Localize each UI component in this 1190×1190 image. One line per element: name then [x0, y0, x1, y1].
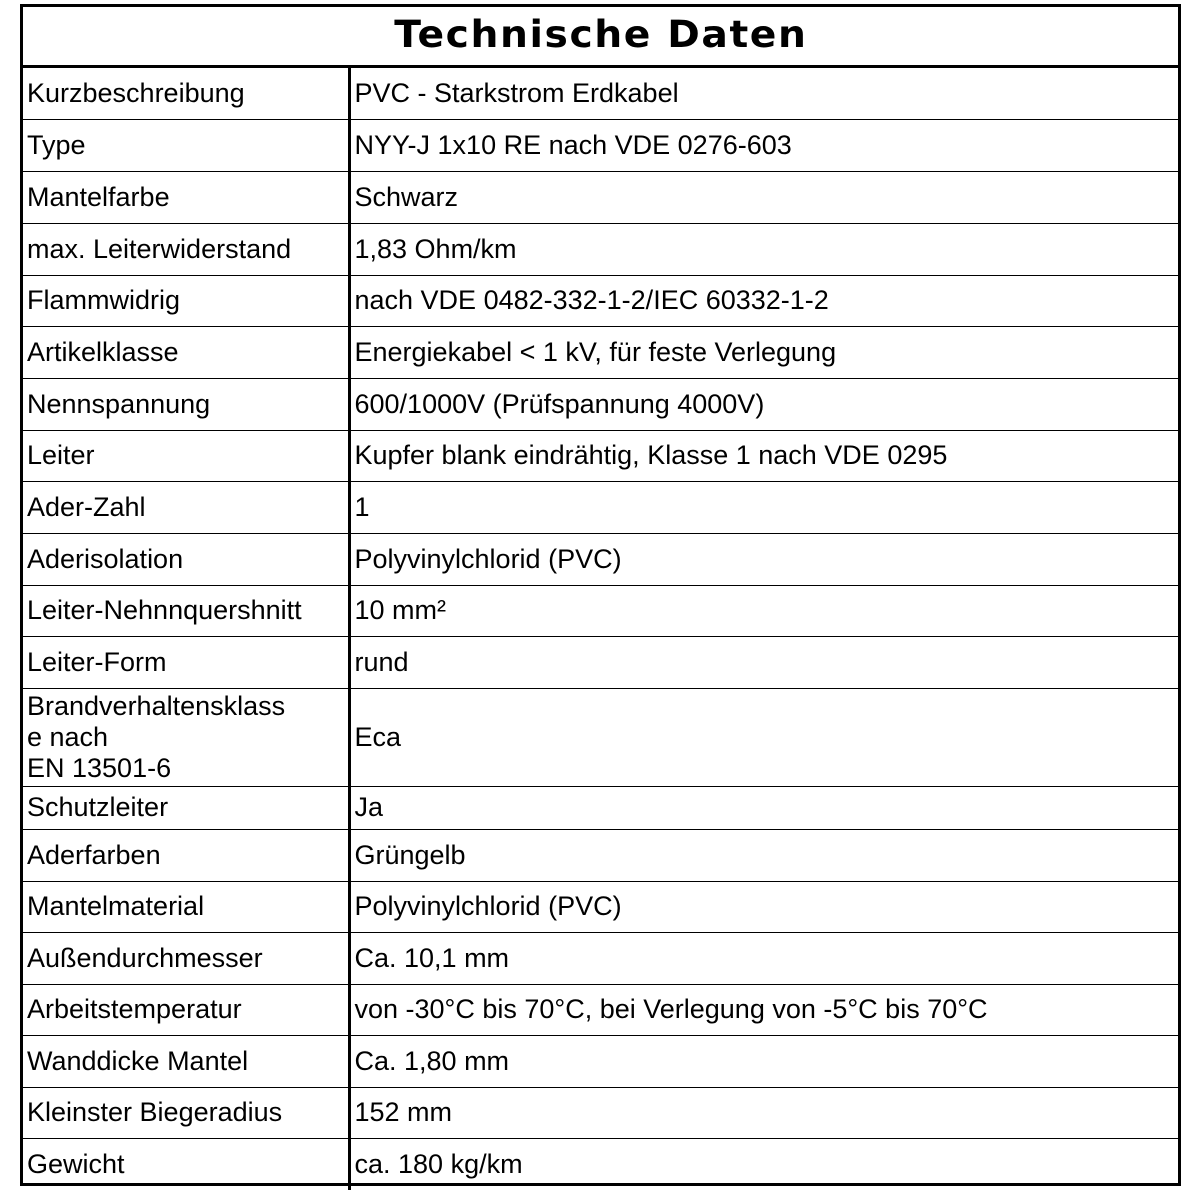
row-label: max. Leiterwiderstand — [23, 223, 349, 275]
row-label: Nennspannung — [23, 378, 349, 430]
row-label: Type — [23, 119, 349, 171]
row-value: Ca. 1,80 mm — [349, 1035, 1178, 1087]
row-label: Kleinster Biegeradius — [23, 1087, 349, 1138]
row-label — [23, 688, 349, 786]
row-label: Kurzbeschreibung — [23, 68, 349, 119]
row-value: NYY-J 1x10 RE nach VDE 0276-603 — [349, 119, 1178, 171]
row-label: Schutzleiter — [23, 786, 349, 829]
row-value: rund — [349, 636, 1178, 688]
table-row — [23, 119, 1178, 171]
table-row — [23, 223, 1178, 275]
row-label: Aderfarben — [23, 829, 349, 881]
row-value: Energiekabel < 1 kV, für feste Verlegung — [349, 326, 1178, 378]
table-row — [23, 786, 1178, 829]
page-title: Technische Daten — [393, 13, 808, 56]
row-label: Artikelklasse — [23, 326, 349, 378]
row-value: 1 — [349, 481, 1178, 533]
row-label: Aderisolation — [23, 533, 349, 585]
row-value: 1,83 Ohm/km — [349, 223, 1178, 275]
row-value: nach VDE 0482-332-1-2/IEC 60332-1-2 — [349, 275, 1178, 326]
row-value: Ja — [349, 786, 1178, 829]
row-value: Schwarz — [349, 171, 1178, 223]
table-row — [23, 829, 1178, 881]
row-value: ca. 180 kg/km — [349, 1138, 1178, 1190]
row-value: PVC - Starkstrom Erdkabel — [354, 77, 679, 108]
row-label-line: EN 13501-6 — [27, 752, 172, 783]
row-label: Mantelmaterial — [23, 881, 349, 932]
table-row — [23, 636, 1178, 688]
table-row — [23, 68, 1178, 119]
table-row — [23, 533, 1178, 585]
table-row — [23, 585, 1178, 636]
row-value: Ca. 10,1 mm — [349, 932, 1178, 984]
spec-table — [23, 68, 1178, 1190]
table-row — [23, 688, 1178, 786]
row-label: Flammwidrig — [23, 275, 349, 326]
row-label: Leiter — [23, 430, 349, 481]
row-label: Mantelfarbe — [23, 171, 349, 223]
table-row — [23, 481, 1178, 533]
table-row — [23, 1138, 1178, 1190]
row-label: Arbeitstemperatur — [23, 984, 349, 1035]
row-label: Wanddicke Mantel — [23, 1035, 349, 1087]
row-value: Grüngelb — [349, 829, 1178, 881]
table-row — [23, 430, 1178, 481]
row-value: 10 mm² — [349, 585, 1178, 636]
technical-data-sheet — [20, 4, 1181, 1186]
title-row — [23, 7, 1178, 68]
table-row — [23, 881, 1178, 932]
row-value: 600/1000V (Prüfspannung 4000V) — [349, 378, 1178, 430]
row-label: Leiter-Nehnnquershnitt — [23, 585, 349, 636]
table-row — [23, 984, 1178, 1035]
row-value: Polyvinylchlorid (PVC) — [349, 881, 1178, 932]
table-row — [23, 932, 1178, 984]
table-row — [23, 326, 1178, 378]
row-value: Kupfer blank eindrähtig, Klasse 1 nach VDE 0295 — [349, 430, 1178, 481]
row-label: Leiter-Form — [23, 636, 349, 688]
row-value: von -30°C bis 70°C, bei Verlegung von -5°C bis 70°C — [349, 984, 1178, 1035]
table-row — [23, 1087, 1178, 1138]
table-row — [23, 1035, 1178, 1087]
row-label-line: e nach — [27, 721, 109, 752]
table-row — [23, 378, 1178, 430]
row-label: Ader-Zahl — [23, 481, 349, 533]
row-label-line: Brandverhaltensklass — [27, 690, 286, 721]
row-value: Polyvinylchlorid (PVC) — [349, 533, 1178, 585]
row-label: Außendurchmesser — [23, 932, 349, 984]
table-row — [23, 171, 1178, 223]
table-row — [23, 275, 1178, 326]
row-value: Eca — [349, 688, 1178, 786]
row-label: Gewicht — [23, 1138, 349, 1190]
row-value: 152 mm — [349, 1087, 1178, 1138]
